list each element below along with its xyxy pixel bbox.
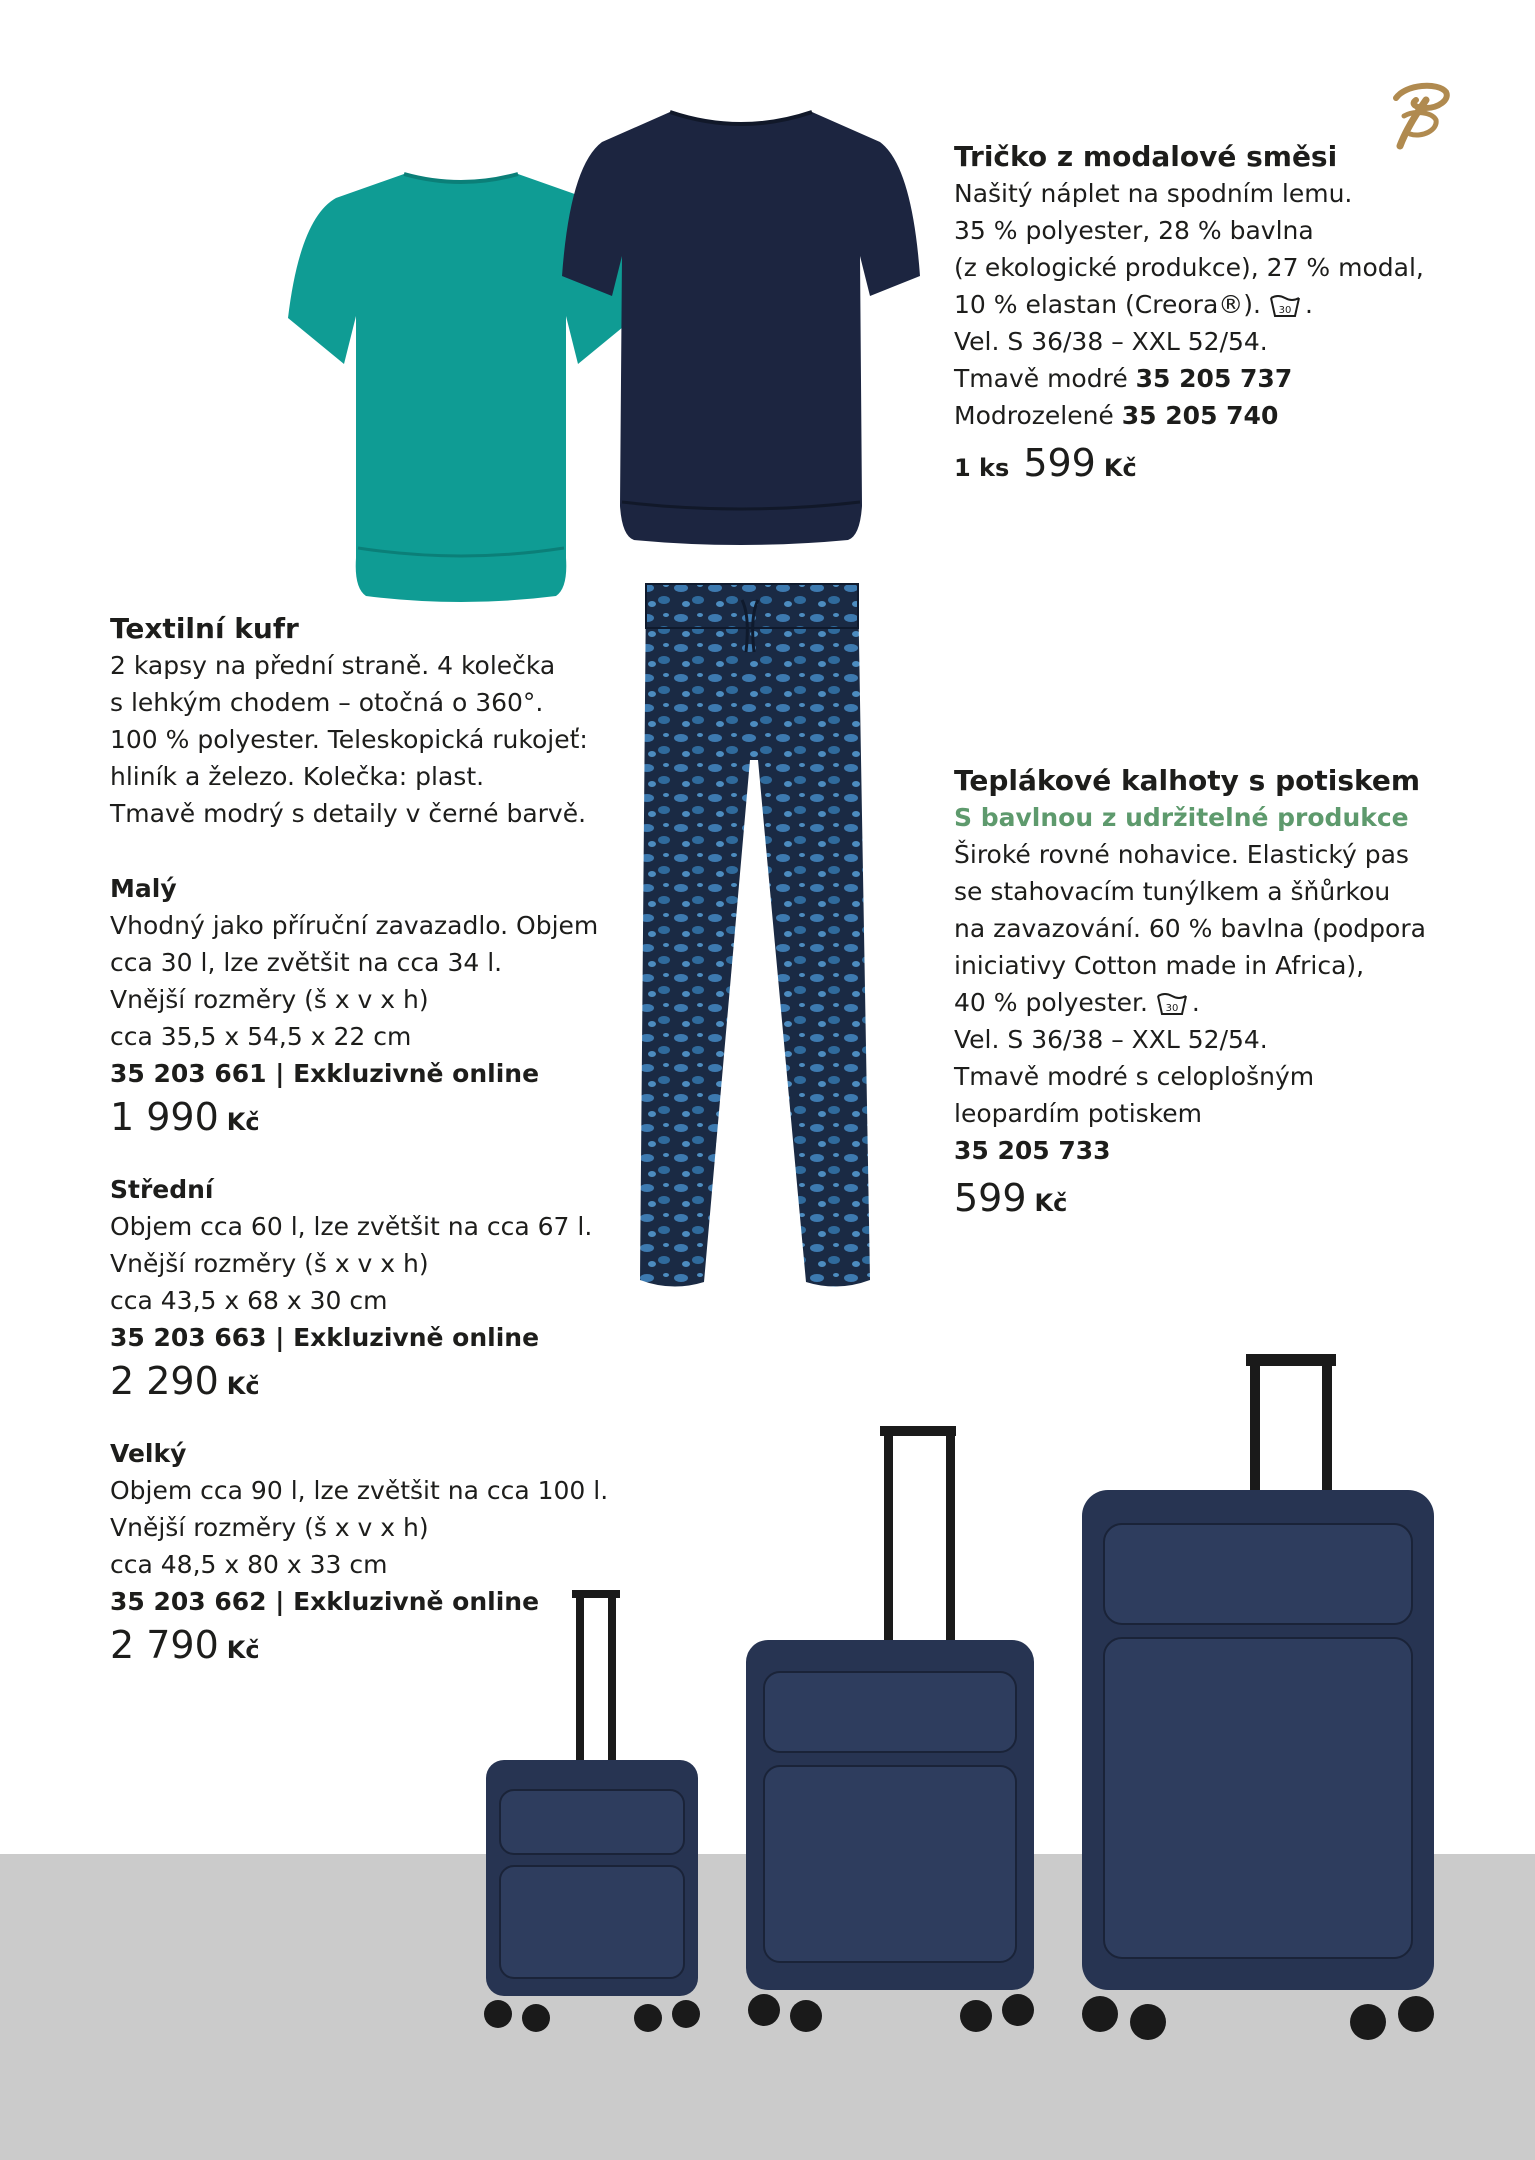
svg-text:30: 30 (1278, 305, 1292, 316)
tshirt-title: Tričko z modalové směsi (954, 140, 1338, 173)
variant-code: 35 205 737 (1135, 364, 1293, 393)
size-line: Vhodný jako příruční zavazadlo. Objem (110, 911, 599, 940)
pants-line: se stahovacím tunýlkem a šňůrkou (954, 877, 1391, 906)
size-line: Vnější rozměry (š x v x h) (110, 1249, 429, 1278)
svg-text:30: 30 (1165, 1003, 1179, 1014)
pants-subtitle: S bavlnou z udržitelné produkce (954, 803, 1409, 832)
size-name: Velký (110, 1439, 187, 1468)
size-line: Vnější rozměry (š x v x h) (110, 1513, 429, 1542)
size-name: Malý (110, 874, 177, 903)
tshirt-price (954, 438, 1424, 493)
price-currency: Kč (1034, 1189, 1068, 1217)
suitcase-line: 2 kapsy na přední straně. 4 kolečka (110, 651, 556, 680)
suitcase-title: Textilní kufr (110, 612, 299, 645)
pants-line: Vel. S 36/38 – XXL 52/54. (954, 1025, 1268, 1054)
price-value: 2 790 (110, 1623, 219, 1667)
tshirt-qty: 1 ks (954, 454, 1010, 482)
price-currency: Kč (226, 1108, 260, 1136)
suitcase-size-large (110, 1435, 608, 1675)
size-line: Objem cca 90 l, lze zvětšit na cca 100 l. (110, 1476, 609, 1505)
size-code: 35 203 661 | Exkluzivně online (110, 1059, 540, 1088)
tshirt-line: Vel. S 36/38 – XXL 52/54. (954, 327, 1268, 356)
size-price (110, 1356, 608, 1411)
wash-30-icon (1156, 992, 1188, 1016)
size-line: Vnější rozměry (š x v x h) (110, 985, 429, 1014)
size-line: cca 35,5 x 54,5 x 22 cm (110, 1022, 412, 1051)
size-code: 35 203 662 | Exkluzivně online (110, 1587, 540, 1616)
tshirt-line: 10 % elastan (Creora®). (954, 290, 1261, 319)
price-currency: Kč (226, 1372, 260, 1400)
tshirt-variant (954, 397, 1424, 434)
size-name: Střední (110, 1175, 214, 1204)
price-value: 2 290 (110, 1359, 219, 1403)
pants-line: na zavazování. 60 % bavlna (podpora (954, 914, 1426, 943)
suitcase-size-medium (110, 1171, 608, 1411)
tshirt-variant (954, 360, 1424, 397)
pants-title: Teplákové kalhoty s potiskem (954, 764, 1421, 797)
pants-price (954, 1173, 1426, 1228)
price-value: 599 (954, 1176, 1027, 1220)
pants-line: iniciativy Cotton made in Africa), (954, 951, 1365, 980)
price-currency: Kč (226, 1636, 260, 1664)
pants-info (954, 762, 1426, 1228)
wash-30-icon (1269, 294, 1301, 318)
pants-line: 40 % polyester. (954, 988, 1148, 1017)
pants-line: Tmavě modré s celoplošným (954, 1062, 1315, 1091)
leopard-pants-image (638, 580, 870, 1292)
tshirt-line: (z ekologické produkce), 27 % modal, (954, 253, 1424, 282)
price-value: 1 990 (110, 1095, 219, 1139)
size-price (110, 1092, 608, 1147)
pants-code: 35 205 733 (954, 1136, 1111, 1165)
tshirt-line: Našitý náplet na spodním lemu. (954, 179, 1353, 208)
medium-suitcase-image (740, 1426, 1040, 2036)
large-suitcase-image (1076, 1354, 1440, 2050)
price-currency: Kč (1103, 454, 1137, 482)
suitcase-line: 100 % polyester. Teleskopická rukojeť: (110, 725, 588, 754)
pants-line-wash: 40 % polyester. 30 . (954, 988, 1200, 1017)
size-line: Objem cca 60 l, lze zvětšit na cca 67 l. (110, 1212, 593, 1241)
variant-label: Tmavě modré (954, 364, 1128, 393)
pants-line: leopardím potiskem (954, 1099, 1203, 1128)
tshirt-line-wash: 10 % elastan (Creora®). 30 . (954, 290, 1313, 319)
suitcase-size-small (110, 870, 608, 1147)
suitcase-line: Tmavě modrý s detaily v černé barvě. (110, 799, 587, 828)
variant-code: 35 205 740 (1121, 401, 1279, 430)
tshirt-line: 35 % polyester, 28 % bavlna (954, 216, 1314, 245)
size-line: cca 30 l, lze zvětšit na cca 34 l. (110, 948, 503, 977)
size-line: cca 43,5 x 68 x 30 cm (110, 1286, 388, 1315)
pants-line: Široké rovné nohavice. Elastický pas (954, 840, 1409, 869)
size-line: cca 48,5 x 80 x 33 cm (110, 1550, 388, 1579)
navy-tshirt-image (560, 106, 922, 546)
suitcase-info (110, 610, 608, 1675)
suitcase-line: s lehkým chodem – otočná o 360°. (110, 688, 544, 717)
price-value: 599 (1023, 441, 1096, 485)
size-price (110, 1620, 608, 1675)
suitcase-line: hliník a železo. Kolečka: plast. (110, 762, 485, 791)
tshirt-info (954, 138, 1424, 493)
variant-label: Modrozelené (954, 401, 1114, 430)
size-code: 35 203 663 | Exkluzivně online (110, 1323, 540, 1352)
